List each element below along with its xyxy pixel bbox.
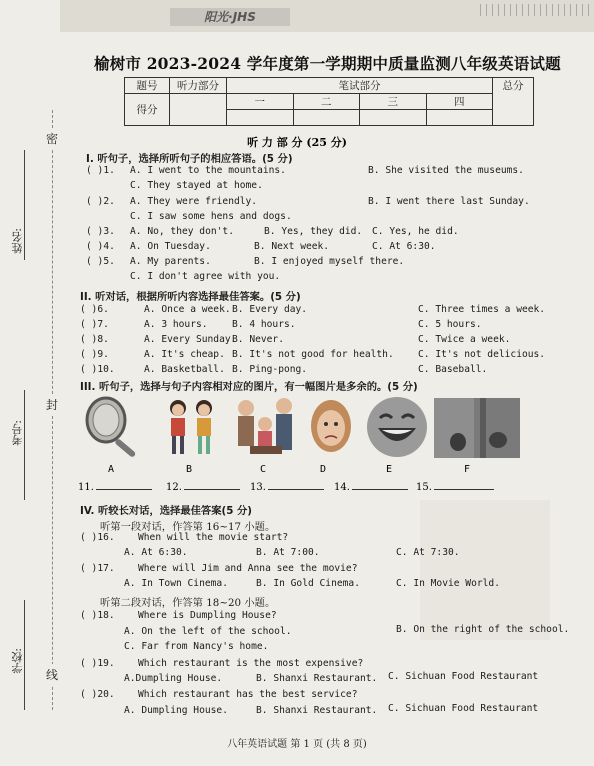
score-header-tihao: 题号	[125, 78, 170, 94]
score-header-listening: 听力部分	[170, 78, 227, 94]
q5-option-a: A. My parents.	[130, 256, 211, 267]
blank-12[interactable]	[166, 482, 240, 493]
score-header-total: 总分	[493, 78, 534, 126]
blank-11[interactable]	[78, 482, 152, 493]
q4-number[interactable]: ( )4.	[86, 241, 115, 252]
q17-question: Where will Jim and Anna see the movie?	[138, 563, 358, 574]
picture-label-e: E	[386, 464, 393, 475]
part4-title: IV. 听较长对话，选择最佳答案(5 分)	[80, 505, 252, 517]
section-4: 四	[426, 94, 493, 110]
q19-question: Which restaurant is the most expensive?	[138, 658, 364, 669]
exam-title: 榆树市 2023-2024 学年度第一学期期中质量监测八年级英语试题	[94, 54, 561, 73]
section-2-score[interactable]	[293, 110, 360, 126]
part2-title: II. 听对话，根据所听内容选择最佳答案。(5 分)	[80, 291, 301, 303]
blank-11-label: 11.	[78, 482, 94, 493]
section-4-score[interactable]	[426, 110, 493, 126]
section-3-score[interactable]	[360, 110, 427, 126]
q7-option-b: B. 4 hours.	[232, 319, 296, 330]
q3-option-c: C. Yes, he did.	[372, 226, 459, 237]
q20-option-c: C. Sichuan Food Restaurant	[388, 703, 539, 714]
listening-heading: 听 力 部 分 (25 分)	[247, 136, 347, 149]
q9-number[interactable]: ( )9.	[80, 349, 109, 360]
blank-14[interactable]	[334, 482, 408, 493]
q4-option-b: B. Next week.	[254, 241, 330, 252]
picture-c-family	[230, 394, 300, 460]
q17-option-b: B. In Gold Cinema.	[256, 578, 360, 589]
q19-number[interactable]: ( )19.	[80, 658, 115, 669]
q2-option-b: B. I went there last Sunday.	[368, 196, 530, 207]
picture-b-children	[158, 394, 224, 460]
q16-number[interactable]: ( )16.	[80, 532, 115, 543]
q18-option-c: C. Far from Nancy's home.	[124, 641, 269, 652]
seal-char-feng: 封	[46, 394, 58, 415]
part3-title: III. 听句子，选择与句子内容相对应的图片，有一幅图片是多余的。(5 分)	[80, 381, 418, 393]
q2-number[interactable]: ( )2.	[86, 196, 115, 207]
blank-14-label: 14.	[334, 482, 350, 493]
q20-option-a: A. Dumpling House.	[124, 705, 228, 716]
q6-option-c: C. Three times a week.	[418, 304, 546, 315]
q9-option-a: A. It's cheap.	[144, 349, 225, 360]
listening-score-cell[interactable]	[170, 94, 227, 126]
q5-option-c: C. I don't agree with you.	[130, 271, 281, 282]
publisher-logo: 阳光·JHS	[170, 8, 290, 26]
ruler-marks	[480, 4, 594, 16]
q16-option-c: C. At 7:30.	[396, 547, 460, 558]
picture-e-laughing-emoji	[364, 394, 430, 460]
picture-label-b: B	[186, 464, 193, 475]
q6-number[interactable]: ( )6.	[80, 304, 109, 315]
picture-a-mirror	[78, 394, 148, 460]
score-row-label: 得分	[125, 94, 170, 126]
q4-option-a: A. On Tuesday.	[130, 241, 211, 252]
q9-option-b: B. It's not good for health.	[232, 349, 394, 360]
q2-option-c: C. I saw some hens and dogs.	[130, 211, 292, 222]
q1-option-c: C. They stayed at home.	[130, 180, 263, 191]
q7-option-c: C. 5 hours.	[418, 319, 482, 330]
dialog1-instruction: 听第一段对话，作答第 16~17 小题。	[100, 521, 276, 533]
q2-option-a: A. They were friendly.	[130, 196, 258, 207]
q6-option-b: B. Every day.	[232, 304, 308, 315]
picture-label-c: C	[260, 464, 267, 475]
blank-15-label: 15.	[416, 482, 432, 493]
q10-number[interactable]: ( )10.	[80, 364, 115, 375]
q19-option-a: A.Dumpling House.	[124, 673, 223, 684]
q17-number[interactable]: ( )17.	[80, 563, 115, 574]
q5-number[interactable]: ( )5.	[86, 256, 115, 267]
q8-number[interactable]: ( )8.	[80, 334, 109, 345]
faint-background-image	[420, 500, 550, 640]
q19-option-b: B. Shanxi Restaurant.	[256, 673, 378, 684]
picture-label-d: D	[320, 464, 327, 475]
q1-option-a: A. I went to the mountains.	[130, 165, 286, 176]
score-header-written: 笔试部分	[227, 78, 493, 94]
seal-char-mi: 密	[46, 128, 58, 149]
q6-option-a: A. Once a week.	[144, 304, 231, 315]
q10-option-b: B. Ping-pong.	[232, 364, 308, 375]
q17-option-c: C. In Movie World.	[396, 578, 500, 589]
q9-option-c: C. It's not delicious.	[418, 349, 546, 360]
seal-char-xian: 线	[46, 664, 58, 685]
q19-option-c: C. Sichuan Food Restaurant	[388, 671, 539, 682]
q7-number[interactable]: ( )7.	[80, 319, 109, 330]
picture-label-f: F	[464, 464, 471, 475]
q3-number[interactable]: ( )3.	[86, 226, 115, 237]
blank-12-label: 12.	[166, 482, 182, 493]
q18-option-a: A. On the left of the school.	[124, 626, 292, 637]
q18-number[interactable]: ( )18.	[80, 610, 115, 621]
q16-option-a: A. At 6:30.	[124, 547, 188, 558]
blank-15[interactable]	[416, 482, 494, 493]
q4-option-c: C. At 6:30.	[372, 241, 436, 252]
q18-question: Where is Dumpling House?	[138, 610, 277, 621]
q3-option-b: B. Yes, they did.	[264, 226, 363, 237]
blank-13-label: 13.	[250, 482, 266, 493]
dialog2-instruction: 听第二段对话，作答第 18~20 小题。	[100, 597, 276, 609]
q16-option-b: B. At 7:00.	[256, 547, 320, 558]
id-field-label: 考号:	[11, 420, 24, 446]
section-3: 三	[360, 94, 427, 110]
blank-13[interactable]	[250, 482, 324, 493]
part1-title: I. 听句子，选择所听句子的相应答语。(5 分)	[86, 153, 293, 165]
q8-option-c: C. Twice a week.	[418, 334, 511, 345]
section-1-score[interactable]	[227, 110, 294, 126]
picture-d-sad-face	[306, 394, 356, 460]
q8-option-a: A. Every Sunday.	[144, 334, 237, 345]
picture-label-a: A	[108, 464, 115, 475]
section-1: 一	[227, 94, 294, 110]
name-field-label: 姓名:	[11, 228, 24, 254]
q3-option-a: A. No, they don't.	[130, 226, 234, 237]
q1-option-b: B. She visited the museums.	[368, 165, 524, 176]
score-table	[124, 77, 534, 126]
binding-margin	[0, 0, 62, 766]
q17-option-a: A. In Town Cinema.	[124, 578, 228, 589]
q1-number[interactable]: ( )1.	[86, 165, 115, 176]
q20-number[interactable]: ( )20.	[80, 689, 115, 700]
page-footer: 八年英语试题 第 1 页 (共 8 页)	[227, 739, 367, 750]
q16-question: When will the movie start?	[138, 532, 289, 543]
q20-option-b: B. Shanxi Restaurant.	[256, 705, 378, 716]
q7-option-a: A. 3 hours.	[144, 319, 208, 330]
q10-option-a: A. Basketball.	[144, 364, 225, 375]
q18-option-b: B. On the right of the school.	[396, 624, 570, 635]
q8-option-b: B. Never.	[232, 334, 284, 345]
picture-f-cats	[434, 398, 520, 458]
section-2: 二	[293, 94, 360, 110]
q5-option-b: B. I enjoyed myself there.	[254, 256, 405, 267]
q20-question: Which restaurant has the best service?	[138, 689, 358, 700]
q10-option-c: C. Baseball.	[418, 364, 488, 375]
school-field-label: 学校:	[11, 648, 24, 674]
